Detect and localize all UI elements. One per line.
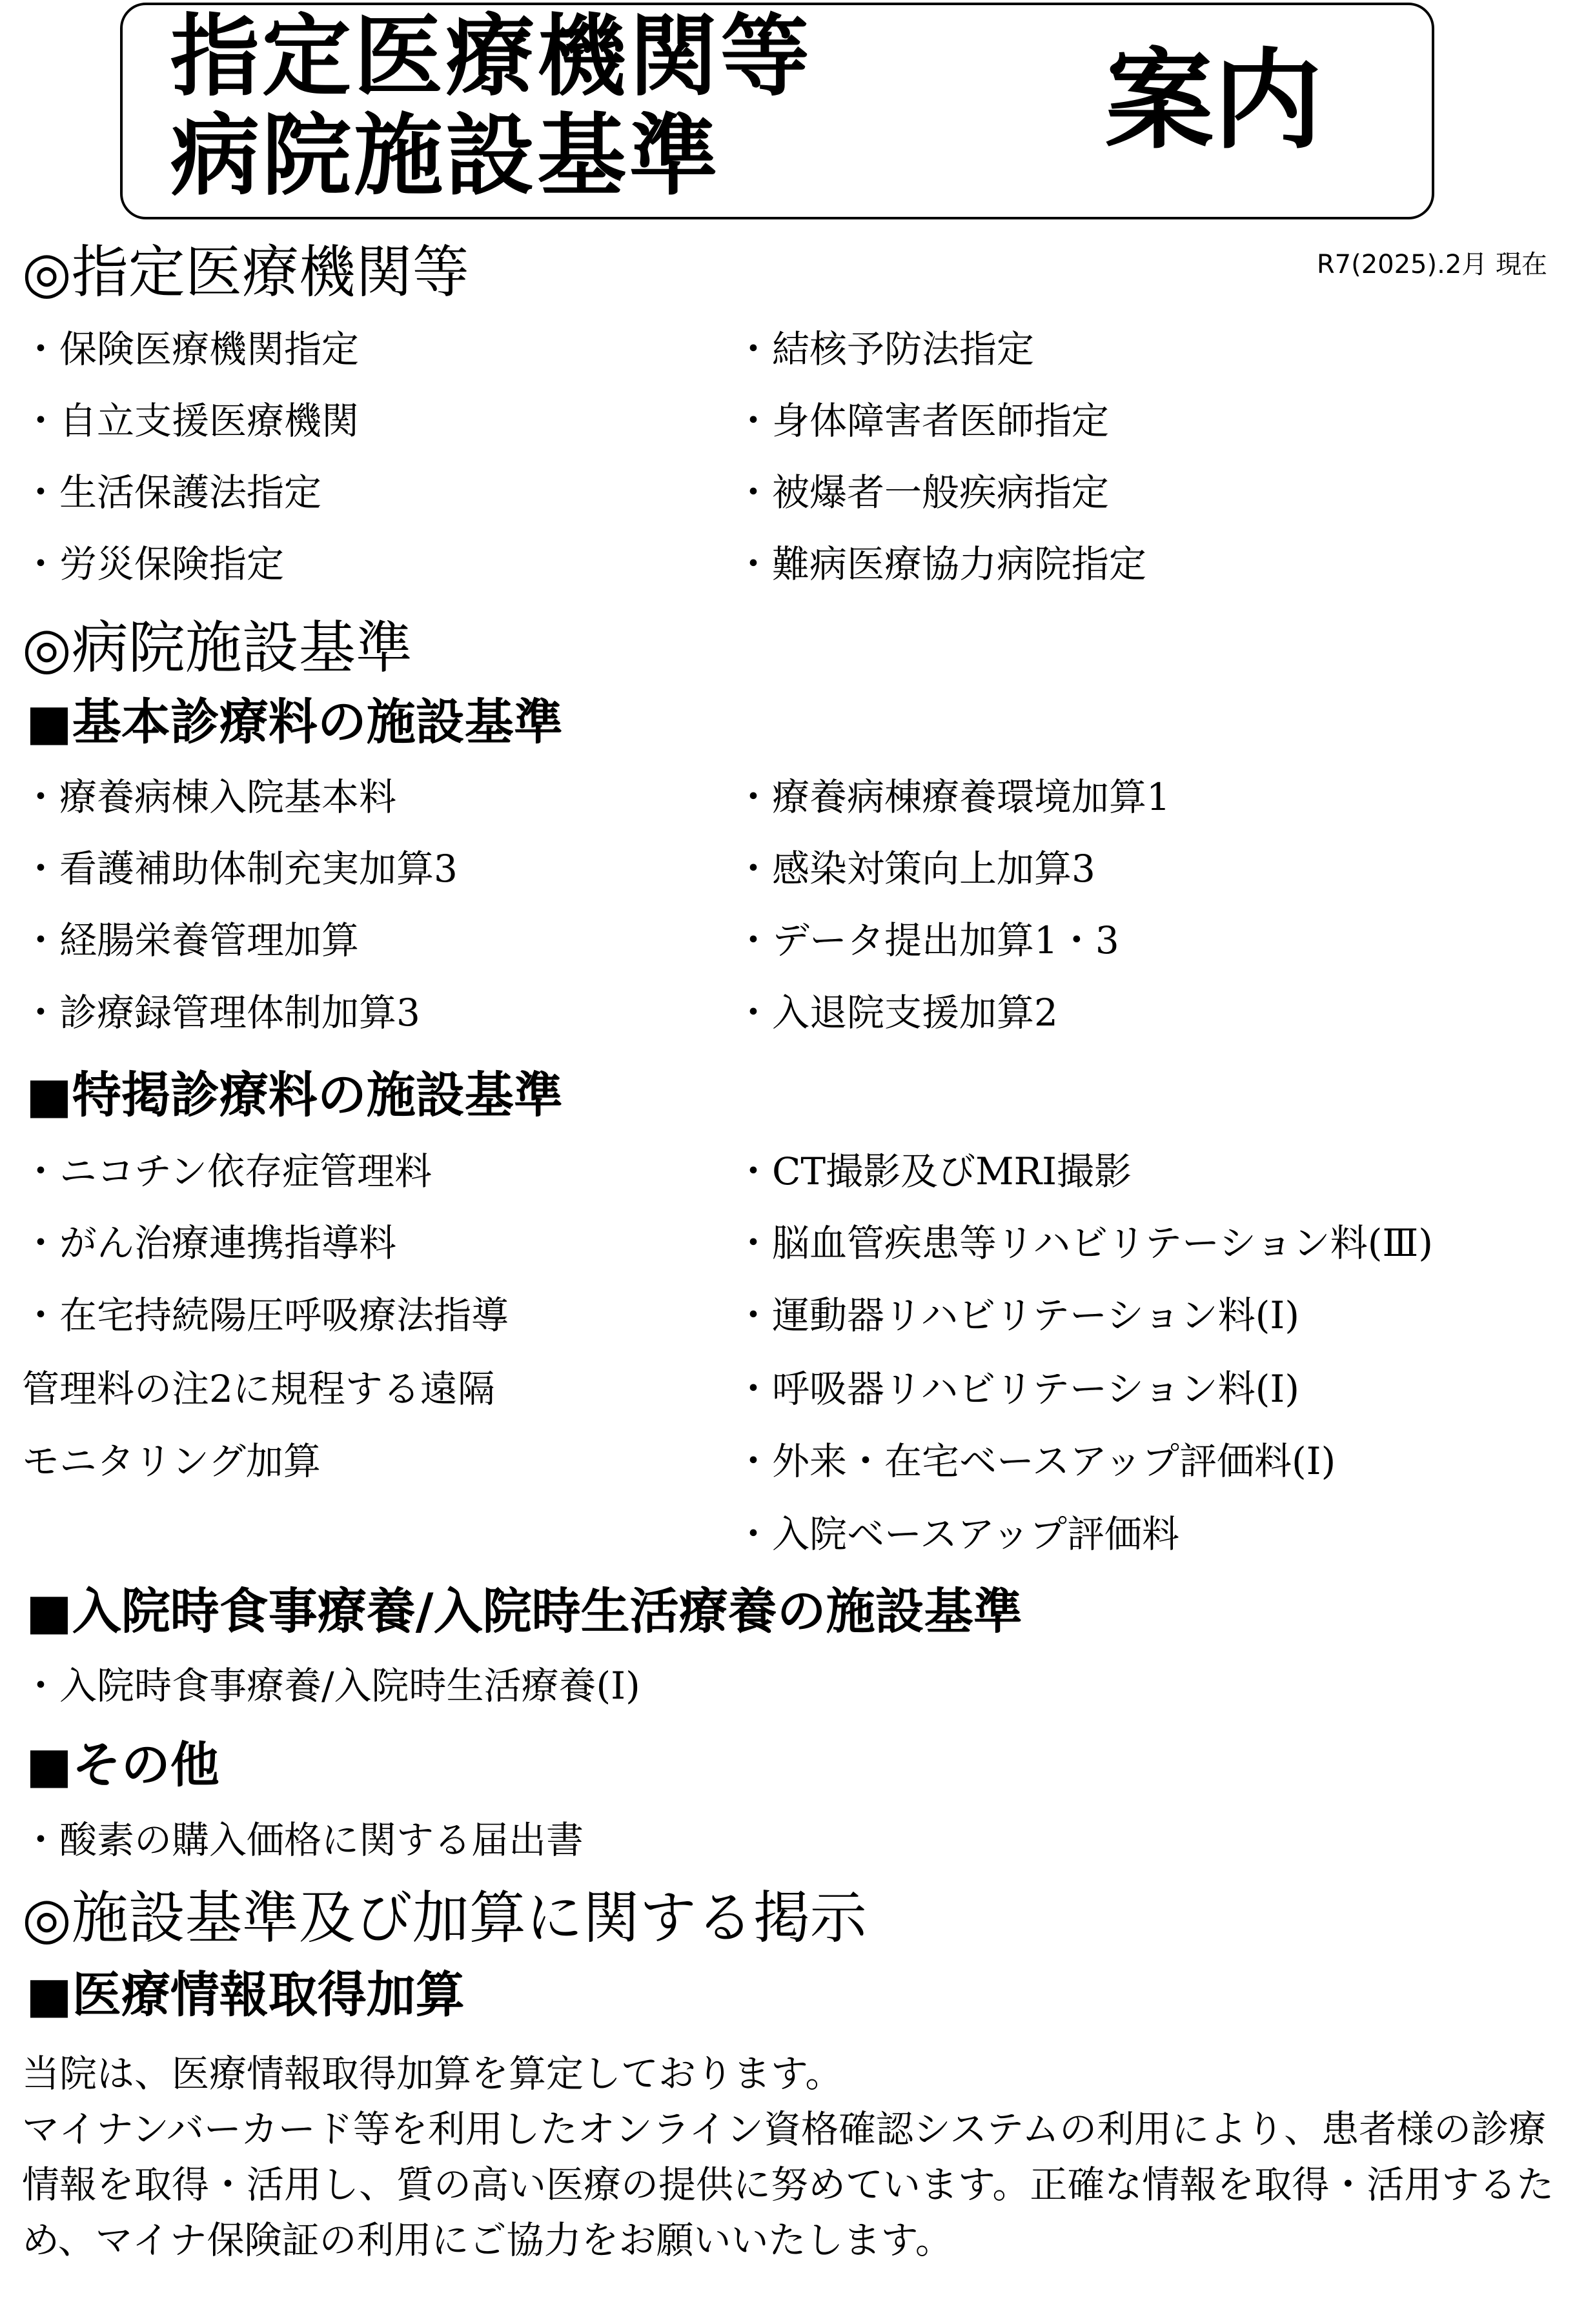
list-item: ・結核予防法指定 — [735, 327, 1035, 371]
list-item: モニタリング加算 — [22, 1439, 321, 1483]
notice-paragraph-2: マイナンバーカード等を利用したオンライン資格確認システムの利用により、患者様の診療情報を取得・活用し、質の高い医療の提供に努めています。正確な情報を取得・活用するため、マイナ保険証の利用にご協力をお願いいたします。 — [22, 2107, 1554, 2262]
section-heading-designated: ◎指定医療機関等 — [22, 239, 469, 305]
list-item: ・データ提出加算1・3 — [735, 918, 1119, 962]
list-item: ・療養病棟入院基本料 — [22, 775, 397, 819]
subsection-heading-special: ■特掲診療料の施設基準 — [26, 1066, 563, 1124]
list-item: ・入院時食事療養/入院時生活療養(Ⅰ) — [22, 1664, 640, 1708]
list-item: ・看護補助体制充実加算3 — [22, 847, 458, 891]
title-right: 案内 — [1105, 37, 1322, 164]
notice-paragraph-1: 当院は、医療情報取得加算を算定しております。 — [22, 2052, 843, 2096]
subsection-heading-basic: ■基本診療料の施設基準 — [26, 693, 563, 751]
list-item: ・診療録管理体制加算3 — [22, 991, 420, 1035]
list-item: ・自立支援医療機関 — [22, 399, 360, 443]
list-item: ・がん治療連携指導料 — [22, 1221, 397, 1265]
list-item: ・CT撮影及びMRI撮影 — [735, 1149, 1132, 1193]
list-item: ・酸素の購入価格に関する届出書 — [22, 1818, 584, 1862]
section-heading-facility-standards: ◎病院施設基準 — [22, 614, 412, 681]
list-item: ・脳血管疾患等リハビリテーション料(Ⅲ) — [735, 1221, 1433, 1265]
list-item: ・外来・在宅ベースアップ評価料(Ⅰ) — [735, 1439, 1336, 1483]
subsection-heading-meal: ■入院時食事療養/入院時生活療養の施設基準 — [26, 1582, 1022, 1640]
list-item: ・運動器リハビリテーション料(Ⅰ) — [735, 1293, 1299, 1337]
list-item: 管理料の注2に規程する遠隔 — [22, 1367, 495, 1411]
list-item: ・難病医療協力病院指定 — [735, 542, 1147, 586]
list-item: ・在宅持続陽圧呼吸療法指導 — [22, 1293, 509, 1337]
list-item: ・療養病棟療養環境加算1 — [735, 775, 1170, 819]
list-item: ・生活保護法指定 — [22, 470, 322, 514]
title-line-1: 指定医療機関等 — [170, 5, 813, 108]
subsection-heading-other: ■その他 — [26, 1736, 219, 1794]
list-item: ・経腸栄養管理加算 — [22, 918, 360, 962]
list-item: ・ニコチン依存症管理料 — [22, 1149, 432, 1193]
section-heading-notice: ◎施設基準及び加算に関する掲示 — [22, 1884, 867, 1951]
date-label: R7(2025).2月 現在 — [1316, 250, 1547, 279]
list-item: ・入院ベースアップ評価料 — [735, 1512, 1180, 1556]
list-item: ・感染対策向上加算3 — [735, 847, 1095, 891]
list-item: ・身体障害者医師指定 — [735, 399, 1110, 443]
title-line-2: 病院施設基準 — [170, 104, 721, 208]
notice-paragraph — [22, 2046, 1565, 2268]
list-item: ・労災保険指定 — [22, 542, 285, 586]
list-item: ・入退院支援加算2 — [735, 991, 1058, 1035]
list-item: ・呼吸器リハビリテーション料(Ⅰ) — [735, 1367, 1299, 1411]
list-item: ・被爆者一般疾病指定 — [735, 470, 1110, 514]
list-item: ・保険医療機関指定 — [22, 327, 360, 371]
subsection-heading-medical-info: ■医療情報取得加算 — [26, 1966, 465, 2023]
